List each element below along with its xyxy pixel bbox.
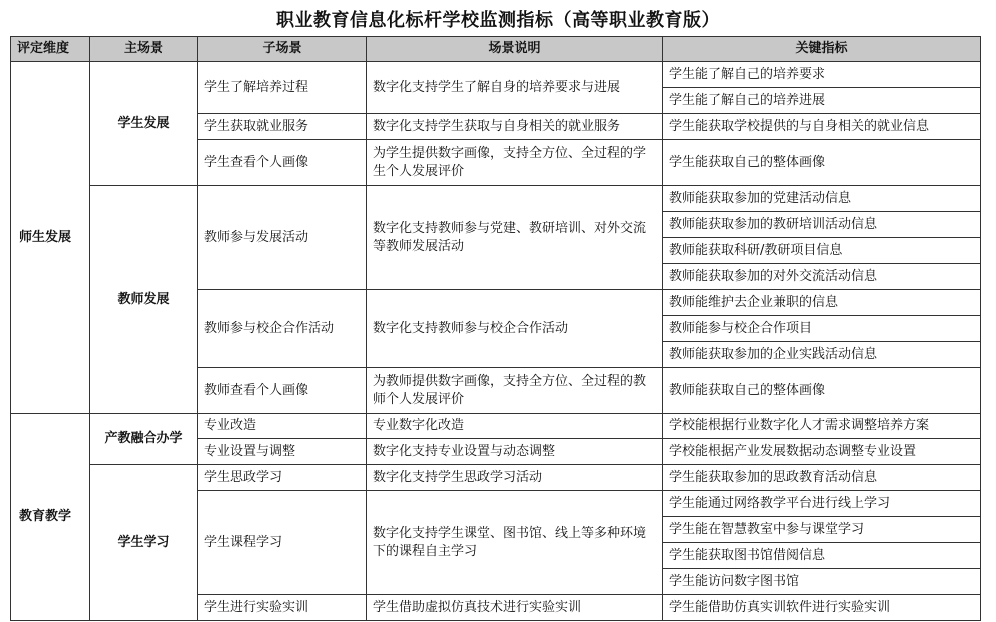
description-cell: 为教师提供数字画像，支持全方位、全过程的教师个人发展评价 (367, 368, 663, 414)
header-row (11, 37, 981, 62)
sub-scene-cell: 教师参与发展活动 (198, 186, 367, 290)
indicator-cell: 教师能参与校企合作项目 (663, 316, 981, 342)
sub-scene-cell: 学生课程学习 (198, 491, 367, 595)
indicator-cell: 学生能了解自己的培养要求 (663, 62, 981, 88)
description-cell: 数字化支持学生课堂、图书馆、线上等多种环境下的课程自主学习 (367, 491, 663, 595)
indicator-cell: 教师能获取自己的整体画像 (663, 368, 981, 414)
sub-scene-cell: 教师查看个人画像 (198, 368, 367, 414)
sub-scene-cell: 学生获取就业服务 (198, 114, 367, 140)
sub-scene-cell: 学生进行实验实训 (198, 595, 367, 621)
dimension-cell: 师生发展 (11, 62, 90, 414)
sub-scene-cell: 学生了解培养过程 (198, 62, 367, 114)
description-cell: 数字化支持学生思政学习活动 (367, 465, 663, 491)
description-cell: 学生借助虚拟仿真技术进行实验实训 (367, 595, 663, 621)
indicator-cell: 学生能访问数字图书馆 (663, 569, 981, 595)
dimension-cell: 教育教学 (11, 414, 90, 621)
description-cell: 数字化支持专业设置与动态调整 (367, 439, 663, 465)
indicator-cell: 学生能获取图书馆借阅信息 (663, 543, 981, 569)
header-main-scene: 主场景 (90, 37, 198, 62)
indicator-cell: 教师能获取科研/教研项目信息 (663, 238, 981, 264)
description-cell: 数字化支持教师参与校企合作活动 (367, 290, 663, 368)
indicator-cell: 教师能获取参加的企业实践活动信息 (663, 342, 981, 368)
main-scene-cell: 学生学习 (90, 465, 198, 621)
header-description: 场景说明 (367, 37, 663, 62)
indicator-cell: 学生能获取自己的整体画像 (663, 140, 981, 186)
indicator-cell: 教师能维护去企业兼职的信息 (663, 290, 981, 316)
indicator-table (10, 36, 981, 621)
header-indicator: 关键指标 (663, 37, 981, 62)
indicator-cell: 学生能通过网络教学平台进行线上学习 (663, 491, 981, 517)
description-cell: 数字化支持学生获取与自身相关的就业服务 (367, 114, 663, 140)
document-title: 职业教育信息化标杆学校监测指标（高等职业教育版） (276, 10, 720, 31)
indicator-cell: 学生能了解自己的培养进展 (663, 88, 981, 114)
indicator-cell: 教师能获取参加的党建活动信息 (663, 186, 981, 212)
sub-scene-cell: 专业设置与调整 (198, 439, 367, 465)
description-cell: 数字化支持教师参与党建、教研培训、对外交流等教师发展活动 (367, 186, 663, 290)
table-row (11, 186, 981, 212)
header-dimension: 评定维度 (11, 37, 90, 62)
indicator-cell: 学生能获取参加的思政教育活动信息 (663, 465, 981, 491)
main-scene-cell: 学生发展 (90, 62, 198, 186)
sub-scene-cell: 专业改造 (198, 414, 367, 439)
indicator-cell: 教师能获取参加的对外交流活动信息 (663, 264, 981, 290)
header-sub-scene: 子场景 (198, 37, 367, 62)
sub-scene-cell: 教师参与校企合作活动 (198, 290, 367, 368)
indicator-cell: 学校能根据产业发展数据动态调整专业设置 (663, 439, 981, 465)
main-scene-cell: 产教融合办学 (90, 414, 198, 465)
description-cell: 为学生提供数字画像，支持全方位、全过程的学生个人发展评价 (367, 140, 663, 186)
table-row (11, 414, 981, 439)
table-row (11, 62, 981, 88)
indicator-cell: 学生能在智慧教室中参与课堂学习 (663, 517, 981, 543)
description-cell: 数字化支持学生了解自身的培养要求与进展 (367, 62, 663, 114)
table-row (11, 465, 981, 491)
main-scene-cell: 教师发展 (90, 186, 198, 414)
indicator-cell: 教师能获取参加的教研培训活动信息 (663, 212, 981, 238)
indicator-cell: 学生能借助仿真实训软件进行实验实训 (663, 595, 981, 621)
description-cell: 专业数字化改造 (367, 414, 663, 439)
sub-scene-cell: 学生查看个人画像 (198, 140, 367, 186)
indicator-cell: 学生能获取学校提供的与自身相关的就业信息 (663, 114, 981, 140)
indicator-cell: 学校能根据行业数字化人才需求调整培养方案 (663, 414, 981, 439)
sub-scene-cell: 学生思政学习 (198, 465, 367, 491)
